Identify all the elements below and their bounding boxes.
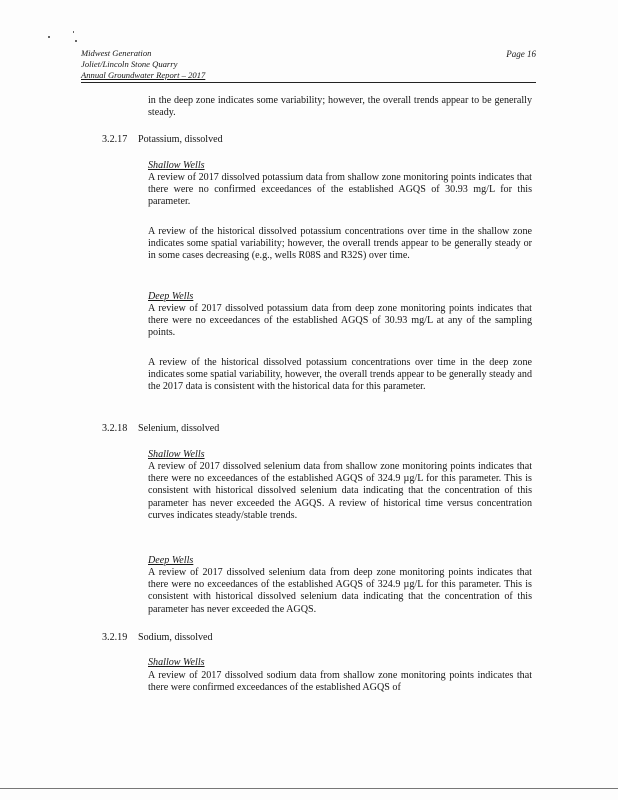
paragraph-text: A review of 2017 dissolved selenium data from shallow zone monitoring points indicates that there were no exceedances of the established AGQS of 324.9 µg/L for this parameter. This is consistent with historical dissolved selenium data indicating that the concentration of this parameter has never exceeded the AGQS. A review of historical time versus concentration curves indicates steady/stable trends. <box>148 461 532 521</box>
potassium-deep-p1 <box>148 303 532 340</box>
page-header <box>81 48 536 81</box>
subheading-shallow-wells: Shallow Wells <box>148 657 205 668</box>
paragraph-text: A review of the historical dissolved potassium concentrations over time in the shallow zone indicates some spatial variability; however, the overall trends appear to be generally steady or in some cases decreasing (e.g., wells R08S and R32S) over time. <box>148 226 532 262</box>
scan-speck <box>48 36 50 38</box>
potassium-shallow-p1 <box>148 172 532 209</box>
section-number: 3.2.17 <box>102 134 128 145</box>
paragraph-text: A review of 2017 dissolved selenium data from deep zone monitoring points indicates that there were no exceedances of the established AGQS of 324.9 µg/L for this parameter. This is consistent with historical dissolved selenium data indicating that the concentration of this parameter has never exceeded the AGQS. <box>148 567 532 615</box>
scan-speck <box>75 40 77 42</box>
subheading-deep-wells: Deep Wells <box>148 555 194 566</box>
section-title: Potassium, dissolved <box>138 134 223 145</box>
scan-speck <box>73 31 74 33</box>
scan-edge-line <box>0 788 618 789</box>
section-number: 3.2.18 <box>102 423 128 434</box>
potassium-deep-p2 <box>148 357 532 394</box>
intro-paragraph <box>148 95 532 119</box>
section-title: Sodium, dissolved <box>138 632 213 643</box>
intro-text: in the deep zone indicates some variability; however, the overall trends appear to be generally steady. <box>148 95 532 119</box>
page-number: Page 16 <box>506 49 536 59</box>
header-company: Midwest Generation <box>81 48 152 58</box>
paragraph-text: A review of 2017 dissolved potassium data from deep zone monitoring points indicates that there were no exceedances of the established AGQS of 30.93 mg/L at any of the sampling points. <box>148 303 532 339</box>
subheading-deep-wells: Deep Wells <box>148 291 194 302</box>
paragraph-text: A review of 2017 dissolved potassium data from shallow zone monitoring points indicates that there were no confirmed exceedances of the established AGQS of 30.93 mg/L for this parameter. <box>148 172 532 208</box>
section-title: Selenium, dissolved <box>138 423 220 434</box>
section-heading-selenium <box>102 423 219 435</box>
section-heading-sodium <box>102 632 213 644</box>
section-number: 3.2.19 <box>102 632 128 643</box>
subheading-shallow-wells: Shallow Wells <box>148 160 205 171</box>
paragraph-text: A review of the historical dissolved potassium concentrations over time in the deep zone indicates some spatial variability, however, the overall trends appear to be generally steady and the 2017 data is consistent with the historical data for this parameter. <box>148 357 532 393</box>
selenium-deep-p1 <box>148 567 532 616</box>
potassium-shallow-p2 <box>148 226 532 263</box>
header-report-title: Annual Groundwater Report – 2017 <box>81 70 206 80</box>
header-divider <box>81 82 536 83</box>
paragraph-text: A review of 2017 dissolved sodium data from shallow zone monitoring points indicates that there were confirmed exceedances of the established AGQS of <box>148 670 532 694</box>
header-site: Joliet/Lincoln Stone Quarry <box>81 59 178 69</box>
header-left <box>81 48 536 81</box>
sodium-shallow-p1 <box>148 670 532 694</box>
section-heading-potassium <box>102 134 223 146</box>
subheading-shallow-wells: Shallow Wells <box>148 449 205 460</box>
selenium-shallow-p1 <box>148 461 532 522</box>
